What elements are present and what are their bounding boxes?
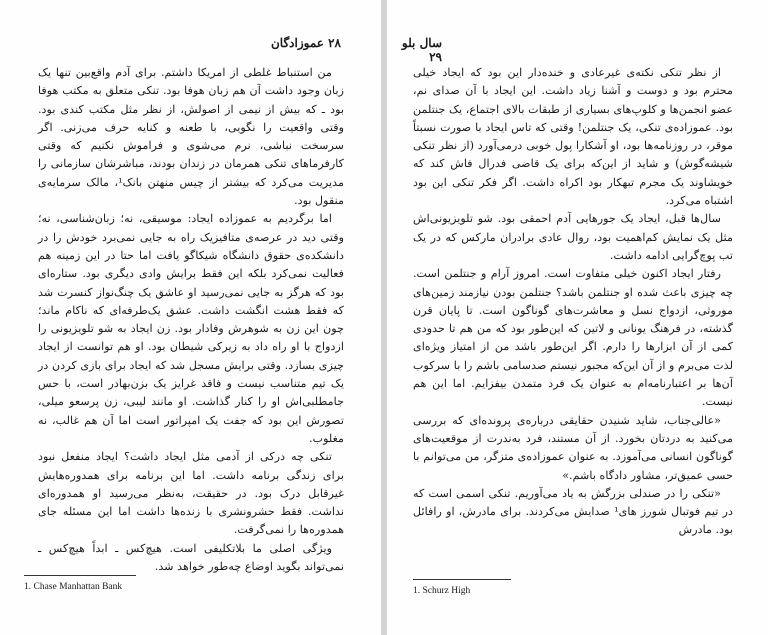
paragraph: سال‌ها قبل، ایجاد یک جورهایی آدم احمقی بود. شو تلویزیونی‌اش مثل یک نمایش کم‌اهمیت بود، روال عادی برادران مارکس که در یک تب پوچ‌گرایی ادامه داشت.	[413, 212, 733, 262]
paragraph: ویژگی اصلی ما بلاتکلیفی است. هیچ‌کس ـ ابداً هیچ‌کس ـ نمی‌تواند بگوید اوضاع چه‌طور خواهد شد.	[38, 541, 344, 574]
page-header-right: سال بلو ۲۹	[401, 36, 442, 64]
paragraph: از نظر تنکی نکته‌ی غیرعادی و خنده‌دار این بود که ایجاد خیلی محترم بود و دوست و آشنا زیاد داشت. این ایجاد با آن صدای نم، عضو انجمن‌ها و کلوپ‌های بسیاری از طبقات بالای اجتماع، یک جنتلمن بود. عموزاده‌ی تنکی، یک جنتلمن! وقتی که تاس ایجاد با صورت نسبتاً موقر، در روزنامه‌ها بود، او آشکارا پول خوبی درمی‌آورد (از نظر تنکی شیشه‌گوش) و شاید از این‌که برای یک قاضی فدرال فاش کند که خویشاوند یک مجرم تبهکار بود اکراه داشت. اگر فکر تنکی این بود اشتباه می‌کرد.	[413, 66, 733, 208]
paragraph: رفتار ایجاد اکنون خیلی متفاوت است. امروز آرام و جنتلمن است. چه چیزی باعث شده او جنتلمن باشد؟ جنتلمن بودن نیازمند زمین‌های موروثی، ازدواج نسل و معاشرت‌های گوناگون است. تا پایان قرن گذشته، در فرهنگ یونانی و لاتین که این‌طور بود که من هم تا حدودی کمی از آن ابزارها را دارم. اگر این‌طور باشد من از امتیاز ویژه‌ای لذت می‌برم و از آن این‌که مجبور نیستم صدسامی باشم را با سرکوب آن‌ها بر اعتبارنامه‌ام به عنوان یک فرد متمدن بیفزایم. اما این هم نیست.	[413, 267, 733, 409]
footnote-rule	[24, 575, 136, 576]
page-header-left: ۲۸ عموزادگان	[270, 36, 341, 50]
paragraph: اما برگردیم به عموزاده ایجاد: موسیقی، نه؛ زبان‌شناسی، نه؛ وقتی دید در عرصه‌ی متافیزیک راه به جایی نمی‌برد خودش را در دانشکده‌ی حقوق دانشگاه شیکاگو یافت اما حتا در این زمینه هم فعالیت نمی‌کرد بلکه این فقط برایش وادی دیگری بود. ستاره‌ای بود که هرگز به جایی نمی‌رسید او عاشق یک چنگ‌نواز کنسرت شد که فقط هشت انگشت داشت. عشق یک‌طرفه‌ای که ناکام ماند؛ چون این زن به شوهرش وفادار بود. زن ایجاد به شو تلویزیونی را ازدواج با او راه داد به زیرکی شیطان بود. او هم توانست از ایجاد چیزی بسازد. وقتی برایش مسجل شد که ایجاد برای بازی کردن در یک تیم متناسب نیست و فاقد غرایز یک بزن‌بهادر است، با حس جامطلبی‌اش او را کنار گذاشت. او مانند لیبی، زن پرسعو میلی، تصورش این بود که جفت یک امپراتور است اما آن هم غالب، نه مغلوب.	[38, 212, 344, 445]
page-body-right	[413, 64, 733, 540]
right-page	[387, 0, 768, 635]
page-body-left	[38, 64, 344, 576]
paragraph: من استنباط غلطی از امریکا داشتم. برای آدم واقع‌بین تنها یک زبان وجود داشت آن هم زبان هوفا بود. تنکی متعلق به مکتب هوفا بود ـ که بیش از نیمی از اصولش، از نظر مثل مکتب کندی بود. وقتی واقعیت را نگویی، با طعنه و کنایه حرف می‌زنی. اگر سرسخت نباشی، نرم می‌شوی و فراموش نکنیم که وقتی کارفرماهای تنکی همرمان در زندان بودند، مباشرشان سازمانی را مدیریت می‌کرد که بیشتر از چیس منهتن بانک¹، مالک سرمایه‌ی منقول بود.	[38, 66, 344, 208]
left-page	[0, 0, 381, 635]
paragraph: تنکی چه درکی از آدمی مثل ایجاد داشت؟ ایجاد منفعل نبود برای زندگی برنامه داشت. اما این برنامه برای همدوره‌هایش غیرقابل درک بود. در حقیقت، به‌نظر می‌رسید او همدوره‌ای نداشت. فقط حشرونشری با زنده‌ها داشت اما این مسئله جای همدوره‌ها را نمی‌گرفت.	[38, 450, 344, 537]
footnote-rule	[413, 579, 511, 580]
paragraph: «عالی‌جناب، شاید شنیدن حقایقی درباره‌ی پرونده‌ای که بررسی می‌کنید به دردتان بخورد. از آن مستند، فرد به‌ندرت از موقعیت‌های گوناگون انسانی می‌آموزد. به عنوان عموزاده‌ی متزگر، من می‌توانم با حسی عمیق‌تر، مشاور دادگاه باشم.»	[413, 413, 733, 482]
footnote-left: 1. Chase Manhattan Bank	[24, 582, 123, 592]
footnote-right: 1. Schurz High	[413, 586, 471, 596]
paragraph: «تنکی را در صندلی بزرگش به یاد می‌آوریم. تنکی اسمی است که در تیم فوتبال شورز های¹ صدایش می‌کردند. برای مادرش، او رافائل بود. مادرش	[413, 486, 733, 537]
